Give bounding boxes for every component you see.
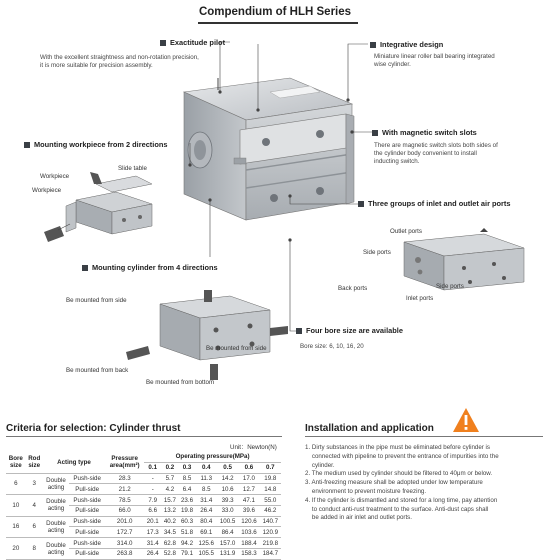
header-bore: Bore size: [6, 452, 26, 473]
note-line: 4. If the cylinder is dismantled and stored for a long time, pay attention: [305, 496, 498, 504]
pressure-header: 0.5: [217, 462, 238, 473]
thrust-cell: 46.2: [260, 505, 281, 516]
thrust-cell: 31.4: [144, 538, 161, 549]
thrust-cell: 86.4: [217, 527, 238, 538]
acting-cell: Double acting: [43, 495, 69, 517]
thrust-cell: 17.3: [144, 527, 161, 538]
thrust-cell: 219.8: [260, 538, 281, 549]
area-cell: 78.5: [105, 495, 144, 506]
page-title: Compendium of HLH Series: [198, 6, 352, 18]
table-row: [6, 538, 281, 549]
label-mounted-bottom: Be mounted from bottom: [146, 379, 215, 386]
side-cell: Push-side: [69, 495, 105, 506]
note-line: be added in air inlet and outlet ports.: [305, 514, 412, 522]
pressure-header: 0.6: [238, 462, 259, 473]
callout-marker: [24, 142, 30, 148]
thrust-cell: 69.1: [196, 527, 217, 538]
area-cell: 28.3: [105, 473, 144, 484]
thrust-cell: 13.2: [161, 505, 178, 516]
note-line: environment to prevent moisture freezing.: [305, 487, 427, 495]
thrust-cell: 94.2: [178, 538, 195, 549]
thrust-cell: 19.8: [260, 473, 281, 484]
callout-air-ports: Three groups of inlet and outlet air ports: [358, 199, 510, 208]
rod-cell: 6: [26, 516, 43, 538]
header-acting-type: Acting type: [43, 452, 105, 473]
area-cell: 314.0: [105, 538, 144, 549]
side-cell: Pull-side: [69, 549, 105, 560]
thrust-cell: 62.8: [161, 538, 178, 549]
callout-mounting-cylinder: Mounting cylinder from 4 directions: [82, 263, 218, 272]
thrust-cell: 60.3: [178, 516, 195, 527]
thrust-cell: 14.8: [260, 484, 281, 495]
area-cell: 66.0: [105, 505, 144, 516]
thrust-cell: 34.5: [161, 527, 178, 538]
thrust-cell: 14.2: [217, 473, 238, 484]
bore-cell: 20: [6, 538, 26, 560]
callout-marker: [160, 40, 166, 46]
thrust-cell: 20.1: [144, 516, 161, 527]
thrust-cell: 80.4: [196, 516, 217, 527]
callout-exactitude-pilot: Exactitude pilot: [160, 38, 225, 47]
callout-magnetic-switch-slots: With magnetic switch slots: [372, 128, 477, 137]
side-cell: Pull-side: [69, 484, 105, 495]
header-operating-pressure: Operating pressure(MPa): [144, 452, 281, 462]
callout-marker: [296, 328, 302, 334]
callout-marker: [370, 42, 376, 48]
callout-marker: [358, 201, 364, 207]
bore-cell: 16: [6, 516, 26, 538]
installation-title: Installation and application: [305, 423, 434, 434]
rod-cell: 8: [26, 538, 43, 560]
side-cell: Push-side: [69, 516, 105, 527]
thrust-cell: 12.7: [238, 484, 259, 495]
side-cell: Pull-side: [69, 505, 105, 516]
thrust-cell: 7.9: [144, 495, 161, 506]
bore-cell: 6: [6, 473, 26, 495]
thrust-cell: 10.6: [217, 484, 238, 495]
magnetic-switch-desc: There are magnetic switch slots both sides of the cylinder body convenient to install inducting switch.: [374, 142, 498, 165]
thrust-cell: 33.0: [217, 505, 238, 516]
label-inlet-ports: Inlet ports: [406, 295, 434, 302]
note-line: 1. Dirty substances in the pipe must be eliminated before cylinder is: [305, 444, 491, 451]
pressure-header: 0.4: [196, 462, 217, 473]
thrust-cell: 19.8: [178, 505, 195, 516]
side-cell: Push-side: [69, 538, 105, 549]
thrust-cell: 131.9: [217, 549, 238, 560]
thrust-cell: -: [144, 473, 161, 484]
thrust-cell: 23.6: [178, 495, 195, 506]
rod-cell: 3: [26, 473, 43, 495]
thrust-cell: 188.4: [238, 538, 259, 549]
label-workpiece-top: Workpiece: [40, 173, 70, 180]
mounting-directions-diagram: [120, 290, 290, 380]
thrust-cell: 4.2: [161, 484, 178, 495]
thrust-cell: 105.5: [196, 549, 217, 560]
note-line: to conduct anti-rust treatment to the surface. Anti-dust caps shall: [305, 505, 489, 513]
area-cell: 21.2: [105, 484, 144, 495]
header-rod: Rod size: [26, 452, 43, 473]
thrust-cell: -: [144, 484, 161, 495]
area-cell: 172.7: [105, 527, 144, 538]
thrust-cell: 31.4: [196, 495, 217, 506]
bore-size-desc: Bore size: 6, 10, 16, 20: [300, 343, 364, 350]
thrust-table-body: [6, 473, 281, 559]
area-cell: 263.8: [105, 549, 144, 560]
thrust-cell: 26.4: [196, 505, 217, 516]
air-ports-diagram: [384, 232, 534, 302]
thrust-cell: 120.9: [260, 527, 281, 538]
thrust-cell: 8.5: [178, 473, 195, 484]
header-pressure-area: Pressure area(mm²): [105, 452, 144, 473]
label-mounted-back: Be mounted from back: [66, 367, 129, 374]
callout-marker: [82, 265, 88, 271]
thrust-cell: 47.1: [238, 495, 259, 506]
callout-marker: [372, 130, 378, 136]
thrust-cell: 120.6: [238, 516, 259, 527]
acting-cell: Double acting: [43, 538, 69, 560]
thrust-cell: 157.0: [217, 538, 238, 549]
note-line: connected with pipeline to prevent the entrance of impurities into the: [305, 452, 499, 460]
thrust-cell: 40.2: [161, 516, 178, 527]
thrust-cell: 6.4: [178, 484, 195, 495]
pressure-header: 0.1: [144, 462, 161, 473]
label-outlet-ports: Outlet ports: [390, 228, 422, 235]
rod-cell: 4: [26, 495, 43, 517]
thrust-cell: 100.5: [217, 516, 238, 527]
thrust-cell: 125.6: [196, 538, 217, 549]
pressure-header: 0.2: [161, 462, 178, 473]
side-cell: Push-side: [69, 473, 105, 484]
note-line: 3. Anti-freezing measure shall be adopted under low temperature: [305, 479, 483, 487]
acting-cell: Double acting: [43, 473, 69, 495]
thrust-cell: 5.7: [161, 473, 178, 484]
thrust-cell: 8.5: [196, 484, 217, 495]
criteria-title: Criteria for selection: Cylinder thrust: [6, 423, 181, 434]
thrust-cell: 184.7: [260, 549, 281, 560]
thrust-cell: 79.1: [178, 549, 195, 560]
thrust-cell: 11.3: [196, 473, 217, 484]
thrust-cell: 52.8: [161, 549, 178, 560]
warning-icon: [452, 407, 480, 433]
label-back-ports: Back ports: [338, 285, 368, 292]
pressure-header: 0.3: [178, 462, 195, 473]
thrust-cell: 158.3: [238, 549, 259, 560]
thrust-cell: 17.0: [238, 473, 259, 484]
table-row: [6, 495, 281, 506]
pressure-header: 0.7: [260, 462, 281, 473]
acting-cell: Double acting: [43, 516, 69, 538]
thrust-cell: 39.6: [238, 505, 259, 516]
thrust-cell: 55.0: [260, 495, 281, 506]
label-workpiece-left: Workpiece: [32, 187, 62, 194]
unit-label: Unit：Newton(N): [230, 444, 277, 451]
thrust-cell: 51.8: [178, 527, 195, 538]
note-line: 2. The medium used by cylinder should be filtered to 40μm or below.: [305, 470, 493, 478]
table-row: [6, 473, 281, 484]
thrust-cell: 26.4: [144, 549, 161, 560]
callout-mounting-workpiece: Mounting workpiece from 2 directions: [24, 140, 167, 149]
criteria-rule: [6, 436, 282, 437]
bore-cell: 10: [6, 495, 26, 517]
area-cell: 201.0: [105, 516, 144, 527]
installation-rule: [305, 436, 543, 437]
thrust-cell: 39.3: [217, 495, 238, 506]
exactitude-pilot-desc: With the excellent straightness and non-rotation precision, it is more suitable for precision assembly.: [40, 54, 199, 69]
label-side-ports-right: Side ports: [436, 283, 464, 290]
label-mounted-side-top: Be mounted from side: [66, 297, 127, 304]
workpiece-mounting-diagram: [40, 170, 170, 250]
label-mounted-side-right: Be mounted from side: [206, 345, 267, 352]
label-side-ports-left: Side ports: [363, 249, 391, 256]
note-line: cylinder.: [305, 461, 335, 469]
side-cell: Pull-side: [69, 527, 105, 538]
table-row: [6, 516, 281, 527]
cylinder-thrust-table: [6, 452, 281, 560]
thrust-cell: 6.6: [144, 505, 161, 516]
installation-notes: [305, 444, 545, 523]
callout-integrative-design: Integrative design: [370, 40, 443, 49]
thrust-cell: 140.7: [260, 516, 281, 527]
label-slide-table: Slide table: [118, 165, 147, 172]
thrust-cell: 15.7: [161, 495, 178, 506]
callout-bore-size: Four bore size are available: [296, 326, 403, 335]
integrative-design-desc: Miniature linear roller ball bearing integrated wise cylinder.: [374, 53, 495, 68]
thrust-cell: 103.6: [238, 527, 259, 538]
